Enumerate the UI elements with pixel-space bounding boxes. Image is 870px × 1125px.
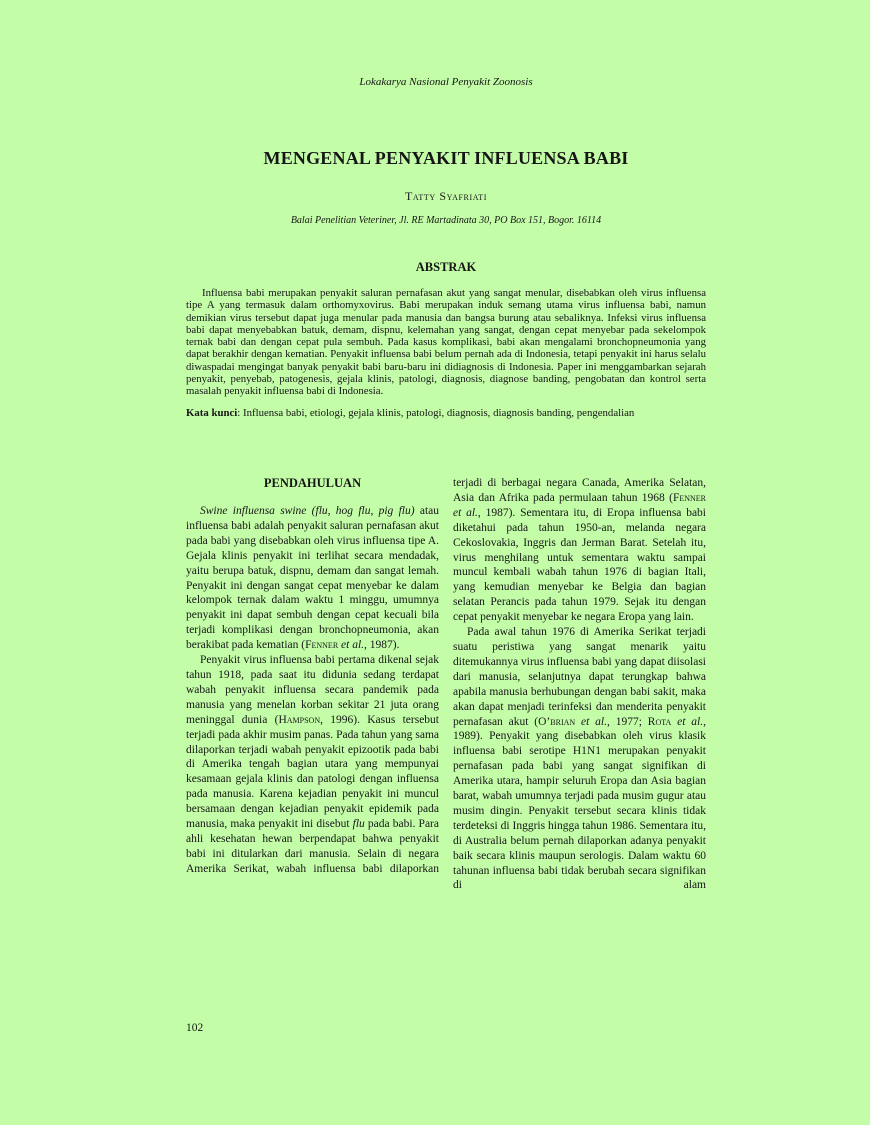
text-run: Rota (647, 715, 672, 728)
paragraph (453, 625, 706, 893)
column-left (186, 476, 439, 893)
abstract-heading: ABSTRAK (415, 260, 477, 274)
text-run: Penyakit virus influensa babi pertama dikenal sejak tahun 1918, pada saat itu didunia sedang terdapat wabah penyakit influensa secara pandemik pada manusia yang menelan korban sekitar 21 juta orang meninggal dunia ( (186, 654, 439, 726)
text-run: flu (352, 818, 365, 831)
text-run: , 1977; (607, 715, 648, 728)
paragraph (186, 407, 706, 419)
paragraph (186, 287, 706, 398)
author-name: Tatty Syafriati (404, 189, 487, 203)
text-run: Hampson (278, 713, 321, 726)
paragraph (453, 476, 706, 625)
text-run: terjadi di berbagai negara Canada, Amerika Selatan, Asia dan Afrika pada permulaan tahun 1968 ( (453, 477, 706, 504)
text-run: brian (550, 715, 576, 728)
text-run: Pada awal tahun 1976 di Amerika Serikat terjadi suatu peristiwa yang sangat menarik yaitu ditemukannya virus influensa babi yang dapat diisolasi dari manusia, selanjutnya dapat terungkap bahwa apabila manusia berhubungan dengan babi sakit, maka akan dapat menjadi terinfeksi dan menderita penyakit pernafasan akut (O’ (453, 626, 706, 728)
text-run: Influensa babi merupakan penyakit saluran pernafasan akut yang sangat menular, disebabkan oleh virus influensa tipe A yang termasuk dalam orthomyxovirus. Babi merupakan induk semang utama virus influensa babi, namun demikian virus tersebut dapat juga menular pada manusia dan bangsa burung atau sebaliknya. Infeksi virus influensa babi dapat menyebabkan batuk, demam, dispnu, kelemahan yang sangat, dengan cepat menyebar pada sekelompok ternak babi dan dengan cepat pula sembuh. Pada kasus komplikasi, babi akan mengalami bronchopneumonia yang dapat berakhir dengan kematian. Penyakit influensa babi belum pernah ada di Indonesia, tetapi penyakit ini harus selalu diwaspadai mengingat banyak penyakit babi baru-baru ini didiagnosis di Indonesia. Paper ini menggambarkan sejarah penyakit, penyebab, patogenesis, gejala klinis, patologi, diagnosis, diagnose banding, pengobatan dan kontrol serta masalah penyakit influensa babi di Indonesia. (186, 287, 706, 398)
page-number: 102 (186, 1022, 204, 1034)
paragraph (186, 653, 439, 877)
text-run: Kata kunci (186, 406, 238, 419)
text-run: atau influensa babi adalah penyakit saluran pernafasan akut pada babi yang disebabkan oleh virus influensa tipe A. Gejala klinis penyakit ini terlihat secara mendadak, yaitu berupa batuk, dispnu, demam dan sangat lemah. Penyakit ini dengan sangat cepat menyebar ke dalam kelompok ternak dalam waktu 1 minggu, umumnya penyakit ini dapat sembuh dengan cepat kecuali bila terjadi komplikasi dengan bronchopneumonia, akan berakibat pada kematian ( (186, 505, 439, 652)
body-columns (186, 476, 706, 893)
text-run: : Influensa babi, etiologi, gejala klinis, patologi, diagnosis, diagnosis banding, pengendalian (237, 406, 635, 419)
abstract-body (186, 287, 706, 419)
text-run: et al. (575, 715, 608, 728)
text-run: pada babi. Para ahli kesehatan hewan berpendapat bahwa penyakit babi ini ditularkan dari manusia. Selain di negara Amerika Serikat, wabah influensa babi dilaporkan (186, 818, 439, 875)
text-run: Swine influensa swine (flu, hog flu, pig flu) (200, 505, 415, 517)
paragraph (186, 504, 439, 653)
column-right-text (453, 476, 706, 893)
text-run: , 1987). (364, 639, 400, 652)
author-affiliation: Balai Penelitian Veteriner, Jl. RE Martadinata 30, PO Box 151, Bogor. 16114 (290, 215, 602, 226)
running-header: Lokakarya Nasional Penyakit Zoonosis (359, 76, 533, 88)
section-heading-pendahuluan: PENDAHULUAN (263, 476, 362, 490)
text-run: et al. (453, 506, 478, 519)
text-run: , 1987). Sementara itu, di Eropa influensa babi diketahui pada tahun 1950-an, melanda negara Cekoslovakia, Inggris dan Jerman Barat. Setelah itu, virus menghilang untuk sementara waktu sampai muncul kembali wabah tahun 1976 di bagian Itali, yang kemudian menyebar ke Belgia dan bagian selatan Perancis pada tahun 1979. Sejak itu dengan cepat penyakit menyebar ke negara Eropa yang lain. (453, 506, 706, 624)
text-run: Fenner (305, 639, 339, 652)
text-run: et al. (338, 639, 365, 652)
column-left-text (186, 504, 439, 877)
column-right (453, 476, 706, 893)
text-run: Fenner (672, 491, 706, 504)
text-run: , 1989). Penyakit yang disebabkan oleh virus klasik influensa babi serotipe H1N1 merupakan penyakit pernafasan pada babi yang sangat signifikan di Amerika utara, hampir seluruh Eropa dan Asia bagian barat, wabah umumnya terjadi pada musim gugur atau musim dingin. Penyakit tersebut secara klinis tidak terdeteksi di Inggris hingga tahun 1986. Sementara itu, di Australia belum pernah dilaporkan adanya penyakit baik secara klinis maupun serologis. Dalam waktu 60 tahunan influensa babi tidak berubah secara signifikan di alam (453, 715, 706, 892)
text-run: et al. (671, 715, 704, 728)
paper-title: MENGENAL PENYAKIT INFLUENSA BABI (263, 148, 629, 168)
text-run: , 1996). Kasus tersebut terjadi pada akhir musim panas. Pada tahun yang sama dilaporkan terjadi wabah penyakit epizootik pada babi di Amerika tengah bagian utara yang mempunyai kesamaan gejala klinis dan patologi dengan influensa pada manusia. Karena kejadian penyakit ini muncul bersamaan dengan kejadian penyakit epidemik pada manusia, maka penyakit ini disebut (186, 713, 439, 831)
